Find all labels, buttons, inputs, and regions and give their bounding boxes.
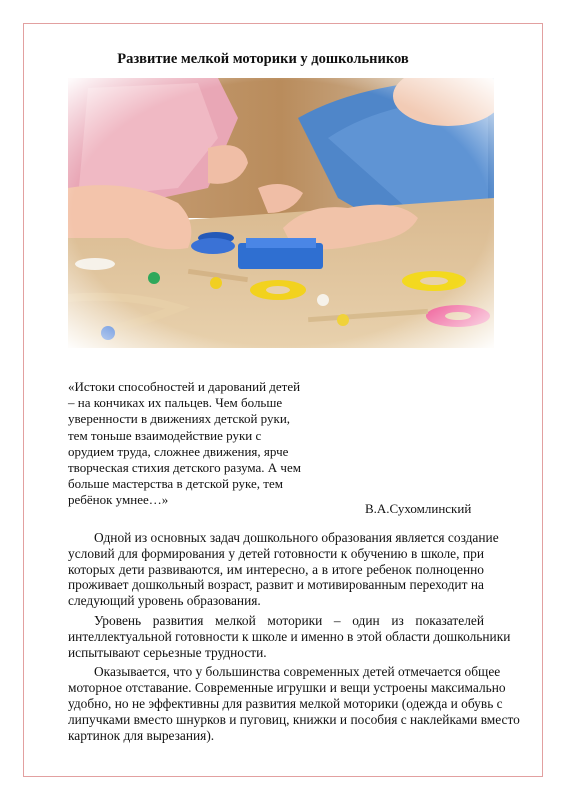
text-line: Уровень развития мелкой моторики – один из показателей — [94, 612, 484, 628]
quote-line: ребёнок умнее…» — [68, 492, 169, 508]
text-line: моторное отставание. Современные игрушки и вещи устроены максимально — [68, 680, 506, 696]
text-line: проживает дошкольный возраст, развит и мотивированным переходит на — [68, 577, 484, 593]
body-text — [68, 530, 520, 747]
text-line: Одной из основных задач дошкольного образования является создание — [94, 530, 499, 545]
illustration-photo — [68, 78, 494, 348]
quote-line: «Истоки способностей и дарований детей — [68, 379, 301, 394]
text-line: интеллектуальной готовности к школе и именно в этой области дошкольники — [68, 628, 511, 644]
quote-line: орудием труда, сложнее движения, ярче — [68, 443, 289, 459]
text-line: картинок для вырезания). — [68, 727, 215, 743]
epigraph-quote — [68, 379, 313, 509]
quote-line: уверенности в движениях детской руки, — [68, 411, 291, 427]
paragraph — [68, 612, 511, 660]
text-line: которых дети развиваются, им интересно, а в итоге ребенок полноценно — [68, 561, 484, 577]
text-line: следующий уровень образования. — [68, 593, 261, 609]
quote-line: творческая стихия детского разума. А чем — [68, 460, 301, 476]
page-title: Развитие мелкой моторики у дошкольников — [117, 51, 409, 67]
quote-line: больше мастерства в детской руке, тем — [68, 476, 283, 492]
quote-line: тем тоньше взаимодействие руки с — [68, 427, 262, 443]
text-line: условий для формирования у детей готовности к обучению в школе, при — [68, 545, 484, 561]
paragraph — [68, 530, 499, 609]
quote-line: – на кончиках их пальцев. Чем больше — [68, 395, 283, 411]
text-line: Оказывается, что у большинства современных детей отмечается общее — [94, 664, 501, 680]
text-line: удобно, но не эффективны для развития мелкой моторики (одежда и обувь с — [68, 695, 503, 711]
paragraph — [68, 664, 520, 743]
text-line: испытывают серьезные трудности. — [68, 644, 267, 660]
quote-author: В.А.Сухомлинский — [365, 501, 472, 516]
text-line: липучками вместо шнурков и пуговиц, книжки и пособия с наклейками вместо — [68, 711, 520, 727]
